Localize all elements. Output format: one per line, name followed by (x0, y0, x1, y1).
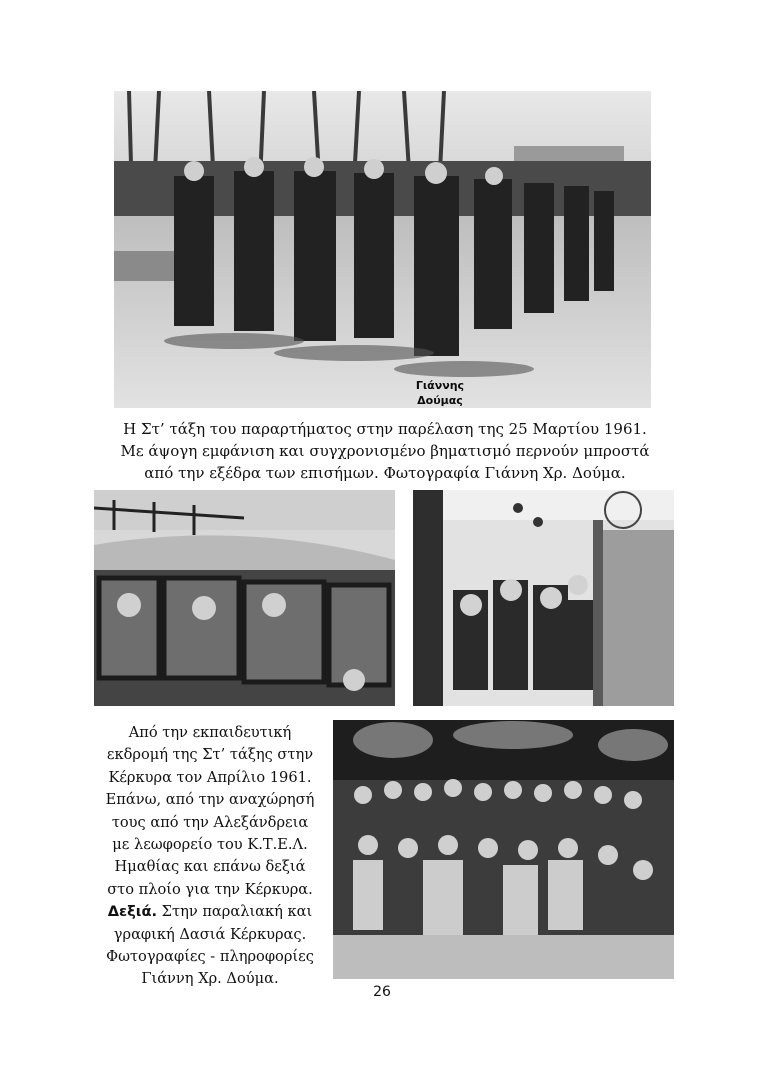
caption-excursion-line1: Από την εκπαιδευτική (128, 724, 292, 741)
caption-excursion-line8: στο πλοίο για την Κέρκυρα. (107, 880, 313, 898)
caption-excursion-bold-label: Δεξιά. (107, 903, 158, 921)
page-number: 26 (373, 984, 391, 1000)
caption-excursion-line5: τους από την Αλεξάνδρεια (111, 813, 309, 831)
photo-parade (114, 91, 651, 408)
caption-excursion-line11: Φωτογραφίες - πληροφορίες (106, 948, 314, 966)
caption-excursion (92, 722, 328, 991)
caption-excursion-line2: εκδρομή της Στ’ τάξης στην (106, 746, 314, 764)
caption-excursion-line9 (92, 901, 328, 923)
caption-parade-line2: Με άψογη εμφάνιση και συγχρονισμένο βηματισμό περνούν μπροστά (120, 442, 650, 460)
caption-parade-line3: από την εξέδρα των επισήμων. Φωτογραφία Γιάννη Χρ. Δούμα. (144, 464, 626, 482)
photo-credit (402, 378, 478, 408)
photo-bus (94, 490, 395, 706)
photo-ship (413, 490, 674, 706)
caption-excursion-line10: γραφική Δασιά Κέρκυρας. (113, 925, 307, 943)
caption-excursion-line6: με λεωφορείο του Κ.Τ.Ε.Λ. (112, 836, 308, 854)
photo-group-dasia (333, 720, 674, 979)
caption-excursion-line3: Κέρκυρα τον Απρίλιο 1961. (108, 768, 312, 786)
caption-parade (96, 418, 674, 484)
caption-parade-line1: Η Στ’ τάξη του παραρτήματος στην παρέλαση της 25 Μαρτίου 1961. (123, 420, 647, 438)
photo-credit-line1: Γιάννης (415, 379, 465, 392)
caption-excursion-line9-rest: Στην παραλιακή και (157, 903, 313, 921)
photo-credit-line2: Δούμας (417, 394, 463, 407)
caption-excursion-line7: Ημαθίας και επάνω δεξιά (114, 858, 306, 876)
caption-excursion-line4: Επάνω, από την αναχώρησή (105, 791, 315, 809)
caption-excursion-line12: Γιάννη Χρ. Δούμα. (141, 970, 279, 988)
